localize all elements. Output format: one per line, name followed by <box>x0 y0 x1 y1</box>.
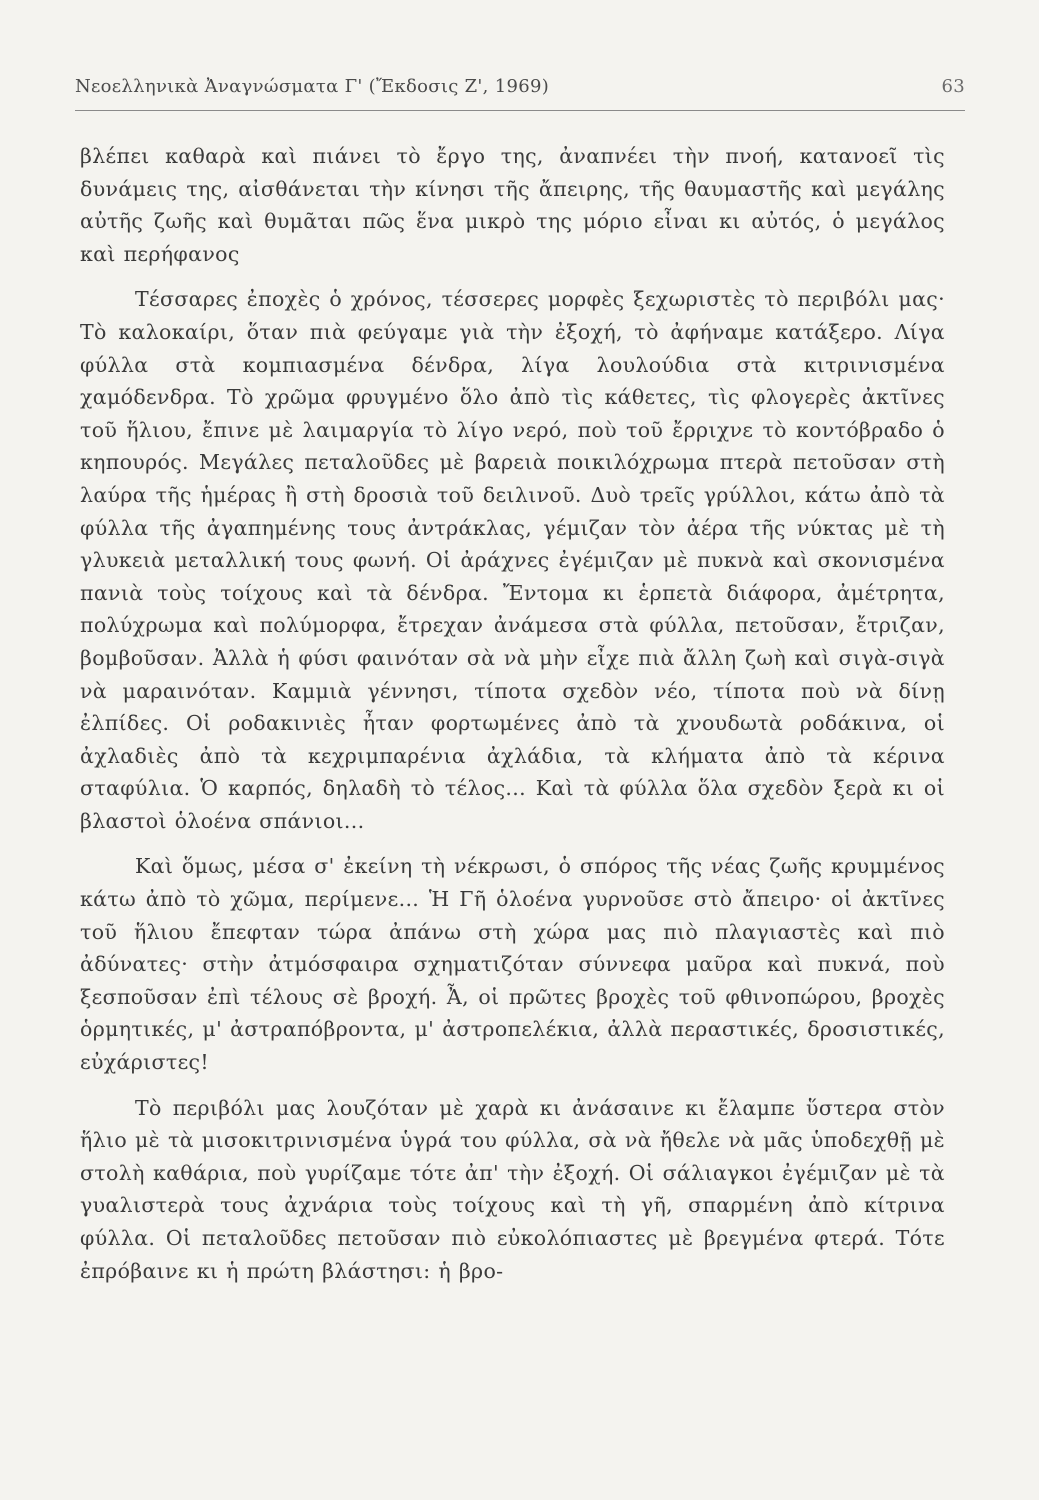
body-text <box>80 140 945 1287</box>
paragraph-garden-renewal: Τὸ περιβόλι μας λουζόταν μὲ χαρὰ κι ἀνάσαινε κι ἔλαμπε ὕστερα στὸν ἥλιο μὲ τὰ μισοκιτρινισμένα ὑγρά του φύλλα, σὰ νὰ ἤθελε νὰ μᾶς ὑποδεχθῇ μὲ στολὴ καθάρια, ποὺ γυρίζαμε τότε ἀπ' τὴν ἐξοχή. Οἱ σάλιαγκοι ἐγέμιζαν μὲ τὰ γυαλιστερὰ τους ἀχνάρια τοὺς τοίχους καὶ τὴ γῆ, σπαρμένη ἀπὸ κίτρινα φύλλα. Οἱ πεταλοῦδες πετοῦσαν πιὸ εὐκολόπιαστες μὲ βρεγμένα φτερά. Τότε ἐπρόβαινε κι ἡ πρώτη βλάστησι: ἡ βρο- <box>80 1095 945 1283</box>
paragraph-four-seasons: Τέσσαρες ἐποχὲς ὁ χρόνος, τέσσερες μορφὲς ξεχωριστὲς τὸ περιβόλι μας· Τὸ καλοκαίρι, ὅταν πιὰ φεύγαμε γιὰ τὴν ἐξοχή, τὸ ἀφήναμε κατάξερο. Λίγα φύλλα στὰ κομπιασμένα δένδρα, λίγα λουλούδια στὰ κιτρινισμένα χαμόδενδρα. Τὸ χρῶμα φρυγμένο ὅλο ἀπὸ τὶς κάθετες, τὶς φλογερὲς ἀκτῖνες τοῦ ἥλιου, ἔπινε μὲ λαιμαργία τὸ λίγο νερό, ποὺ τοῦ ἔρριχνε τὸ κοντόβραδο ὁ κηπουρός. Μεγάλες πεταλοῦδες μὲ βαρειὰ ποικιλόχρωμα πτερὰ πετοῦσαν στὴ λαύρα τῆς ἡμέρας ἢ στὴ δροσιὰ τοῦ δειλινοῦ. Δυὸ τρεῖς γρύλλοι, κάτω ἀπὸ τὰ φύλλα τῆς ἀγαπημένης τους ἀντράκλας, γέμιζαν τὸν ἀέρα τῆς νύκτας μὲ τὴ γλυκειὰ μεταλλική τους φωνή. Οἱ ἀράχνες ἐγέμιζαν μὲ πυκνὰ καὶ σκονισμένα πανιὰ τοὺς τοίχους καὶ τὰ δένδρα. Ἔντομα κι ἑρπετὰ διάφορα, ἀμέτρητα, πολύχρωμα καὶ πολύμορφα, ἔτρεχαν ἀνάμεσα στὰ φύλλα, πετοῦσαν, ἔτριζαν, βομβοῦσαν. Ἀλλὰ ἡ φύσι φαινόταν σὰ νὰ μὴν εἶχε πιὰ ἄλλη ζωὴ καὶ σιγὰ-σιγὰ νὰ μαραινόταν. Καμμιὰ γέννησι, τίποτα σχεδὸν νέο, τίποτα ποὺ νὰ δίνῃ ἐλπίδες. Οἱ ροδακινιὲς ἦταν φορτωμένες ἀπὸ τὰ χνουδωτὰ ροδάκινα, οἱ ἀχλαδιὲς ἀπὸ τὰ κεχριμπαρένια ἀχλάδια, τὰ κλήματα ἀπὸ τὰ κέρινα σταφύλια. Ὁ καρπός, δηλαδὴ τὸ τέλος... Καὶ τὰ φύλλα ὅλα σχεδὸν ξερὰ κι οἱ βλαστοὶ ὁλοένα σπάνιοι... <box>80 287 945 833</box>
page-number: 63 <box>941 76 965 97</box>
running-head-title: Νεοελληνικὰ Ἀναγνώσματα Γ' (Ἔκδοσις Ζ', 1969) <box>75 76 550 97</box>
running-head <box>75 76 965 106</box>
paragraph-autumn-rains: Καὶ ὅμως, μέσα σ' ἐκείνη τὴ νέκρωσι, ὁ σπόρος τῆς νέας ζωῆς κρυμμένος κάτω ἀπὸ τὸ χῶμα, περίμενε... Ἡ Γῆ ὁλοένα γυρνοῦσε στὸ ἄπειρο· οἱ ἀκτῖνες τοῦ ἥλιου ἔπεφταν τώρα ἀπάνω στὴ χώρα μας πιὸ πλαγιαστὲς καὶ πιὸ ἀδύνατες· στὴν ἀτμόσφαιρα σχηματιζόταν σύννεφα μαῦρα καὶ πυκνά, ποὺ ξεσποῦσαν ἐπὶ τέλους σὲ βροχή. Ἆ, οἱ πρῶτες βροχὲς τοῦ φθινοπώρου, βροχὲς ὁρμητικές, μ' ἀστραπόβροντα, μ' ἀστροπελέκια, ἀλλὰ περαστικές, δροσιστικές, εὐχάριστες! <box>80 854 945 1075</box>
paragraph-continuation: βλέπει καθαρὰ καὶ πιάνει τὸ ἔργο της, ἀναπνέει τὴν πνοή, κατανοεῖ τὶς δυνάμεις της, αἰσθάνεται τὴν κίνησι τῆς ἄπειρης, τῆς θαυμαστῆς καὶ μεγάλης αὐτῆς ζωῆς καὶ θυμᾶται πῶς ἕνα μικρὸ της μόριο εἶναι κι αὐτός, ὁ μεγάλος καὶ περήφανος <box>80 144 945 266</box>
header-rule <box>75 110 965 111</box>
